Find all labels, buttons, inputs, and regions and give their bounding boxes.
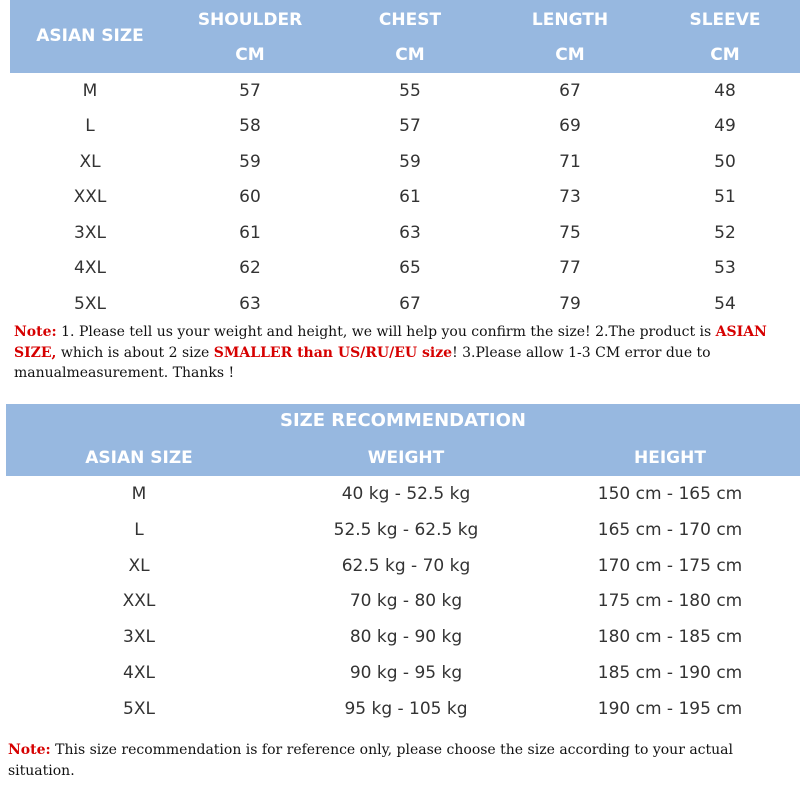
size-cell: XL bbox=[128, 555, 150, 576]
table-row bbox=[6, 656, 800, 692]
recommendation-title: SIZE RECOMMENDATION bbox=[280, 410, 526, 431]
size-cell: L bbox=[85, 116, 95, 136]
length-cell: 75 bbox=[559, 222, 581, 243]
recommendation-header bbox=[6, 404, 800, 476]
table-row bbox=[10, 251, 800, 287]
size-cell: 5XL bbox=[74, 293, 106, 314]
header-asian-size: ASIAN SIZE bbox=[36, 26, 144, 46]
size-chart-body bbox=[10, 73, 800, 322]
size-cell: 4XL bbox=[74, 258, 106, 278]
table-row bbox=[10, 145, 800, 181]
table-row bbox=[6, 477, 800, 513]
weight-cell: 62.5 kg - 70 kg bbox=[341, 555, 471, 576]
weight-cell: 70 kg - 80 kg bbox=[349, 591, 463, 612]
size-cell: L bbox=[134, 519, 144, 540]
chest-cell: 61 bbox=[399, 187, 421, 207]
header-chest: CHEST bbox=[378, 10, 442, 30]
chest-cell: 67 bbox=[399, 293, 421, 314]
shoulder-cell: 60 bbox=[239, 187, 261, 207]
height-cell: 175 cm - 180 cm bbox=[597, 591, 743, 612]
chest-cell: 55 bbox=[399, 80, 421, 101]
shoulder-cell: 58 bbox=[239, 116, 261, 136]
size-cell: XXL bbox=[122, 591, 156, 612]
weight-cell: 95 kg - 105 kg bbox=[344, 698, 468, 719]
table-row bbox=[10, 109, 800, 145]
size-chart-header bbox=[10, 0, 800, 73]
table-row bbox=[10, 180, 800, 216]
header-weight: WEIGHT bbox=[367, 448, 445, 468]
shoulder-cell: 63 bbox=[239, 293, 261, 314]
shoulder-cell: 57 bbox=[239, 80, 261, 101]
weight-cell: 52.5 kg - 62.5 kg bbox=[333, 519, 479, 540]
table-row bbox=[6, 584, 800, 620]
table-row bbox=[10, 216, 800, 252]
height-cell: 165 cm - 170 cm bbox=[597, 519, 743, 540]
shoulder-cell: 59 bbox=[239, 151, 261, 172]
table-row bbox=[10, 74, 800, 110]
weight-cell: 80 kg - 90 kg bbox=[349, 627, 463, 648]
size-cell: XXL bbox=[73, 187, 107, 207]
recommendation-note bbox=[8, 740, 794, 781]
length-cell: 67 bbox=[559, 80, 581, 101]
sleeve-cell: 51 bbox=[714, 187, 736, 207]
length-cell: 69 bbox=[559, 116, 581, 136]
size-cell: M bbox=[131, 484, 147, 504]
length-cell: 73 bbox=[559, 187, 581, 207]
chest-cell: 59 bbox=[399, 151, 421, 172]
header-sleeve-unit: CM bbox=[710, 45, 740, 65]
note-text: 1. Please tell us your weight and height, we will help you confirm the size! 2.The product is bbox=[56, 324, 716, 340]
table-row bbox=[6, 513, 800, 549]
recommendation-body bbox=[6, 476, 800, 728]
sleeve-cell: 52 bbox=[714, 222, 736, 243]
chest-cell: 57 bbox=[399, 116, 421, 136]
sleeve-cell: 50 bbox=[714, 151, 736, 172]
header-asian-size: ASIAN SIZE bbox=[85, 448, 193, 468]
header-height: HEIGHT bbox=[634, 448, 706, 468]
header-length-unit: CM bbox=[555, 45, 585, 65]
header-shoulder-unit: CM bbox=[235, 45, 265, 65]
header-shoulder: SHOULDER bbox=[197, 10, 303, 30]
sleeve-cell: 53 bbox=[714, 258, 736, 278]
sleeve-cell: 54 bbox=[714, 293, 736, 314]
height-cell: 150 cm - 165 cm bbox=[597, 484, 743, 504]
weight-cell: 90 kg - 95 kg bbox=[349, 662, 463, 683]
weight-cell: 40 kg - 52.5 kg bbox=[341, 484, 471, 504]
size-note bbox=[14, 322, 800, 384]
table-row bbox=[6, 620, 800, 656]
length-cell: 71 bbox=[559, 151, 581, 172]
note-text: which is about 2 size bbox=[56, 344, 214, 361]
height-cell: 180 cm - 185 cm bbox=[597, 627, 743, 648]
note-text: ! 3.Please allow 1-3 CM error due to manualmeasurement. Thanks ! bbox=[14, 344, 711, 381]
note-label: Note: bbox=[14, 324, 57, 340]
asian-size-highlight: ASIAN SIZE, bbox=[14, 324, 767, 361]
table-row bbox=[10, 287, 800, 323]
note-label: Note: bbox=[8, 742, 51, 758]
size-chart-table bbox=[10, 0, 800, 322]
size-recommendation-table bbox=[6, 404, 800, 728]
shoulder-cell: 61 bbox=[239, 222, 261, 243]
chest-cell: 63 bbox=[399, 222, 421, 243]
table-row bbox=[6, 692, 800, 728]
sleeve-cell: 48 bbox=[714, 80, 736, 101]
note-text: This size recommendation is for reference only, please choose the size according to your actual situation. bbox=[8, 742, 733, 779]
size-cell: 3XL bbox=[123, 627, 155, 648]
header-length: LENGTH bbox=[531, 10, 609, 30]
height-cell: 170 cm - 175 cm bbox=[597, 555, 743, 576]
size-cell: M bbox=[82, 80, 98, 101]
size-cell: 5XL bbox=[123, 698, 155, 719]
chest-cell: 65 bbox=[399, 258, 421, 278]
smaller-highlight: SMALLER than US/RU/EU size bbox=[213, 344, 453, 361]
length-cell: 79 bbox=[559, 293, 581, 314]
header-sleeve: SLEEVE bbox=[689, 10, 761, 30]
sleeve-cell: 49 bbox=[714, 116, 736, 136]
size-cell: 4XL bbox=[123, 662, 155, 683]
header-chest-unit: CM bbox=[395, 45, 425, 65]
size-cell: XL bbox=[79, 151, 101, 172]
shoulder-cell: 62 bbox=[239, 258, 261, 278]
length-cell: 77 bbox=[559, 258, 581, 278]
table-row bbox=[6, 549, 800, 585]
size-cell: 3XL bbox=[74, 222, 106, 243]
height-cell: 190 cm - 195 cm bbox=[597, 698, 743, 719]
height-cell: 185 cm - 190 cm bbox=[597, 662, 743, 683]
